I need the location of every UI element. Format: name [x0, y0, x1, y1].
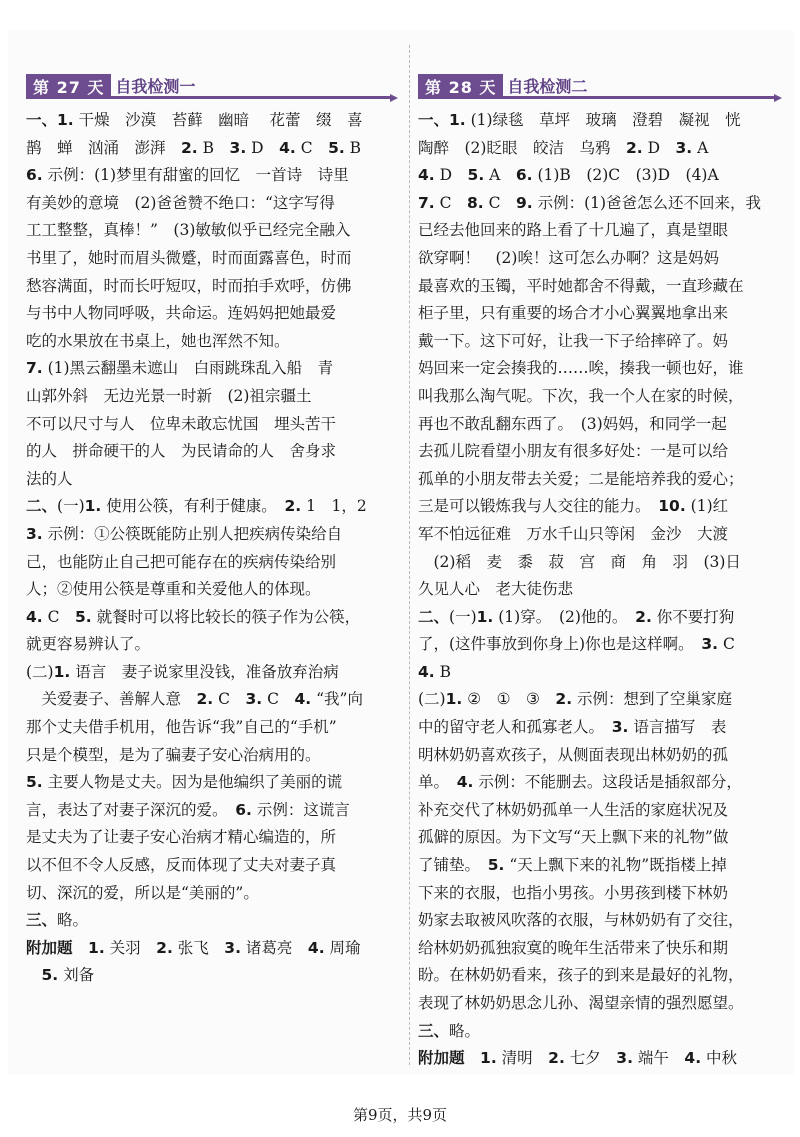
question-number: 5. — [41, 966, 59, 985]
answer-line — [418, 273, 778, 301]
answer-text: C — [262, 690, 295, 709]
question-number: 3. — [701, 635, 719, 654]
answer-text: 法的人 — [26, 469, 73, 488]
page-footer: 第9页，共9页 — [352, 1106, 448, 1124]
question-number: 5. — [74, 607, 92, 626]
answer-text: 切、深沉的爱，所以是“美丽的”。 — [26, 883, 259, 902]
answer-text: 言，表达了对妻子深沉的爱。 — [26, 800, 236, 819]
answer-line — [26, 824, 394, 852]
answer-text: 张飞 — [172, 938, 225, 957]
answer-text: (二) — [418, 690, 446, 709]
day-28-badge: 第 28 天 — [418, 74, 503, 99]
answer-line — [418, 383, 778, 411]
day-28-header — [418, 74, 778, 99]
answer-line — [418, 769, 778, 797]
answer-text: 不可以尺寸与人 位卑未敢忘忧国 埋头苦干 — [26, 414, 337, 433]
answer-line — [418, 328, 778, 356]
answer-line — [26, 383, 394, 411]
answer-text: 与书中人物同呼吸，共命运。连妈妈把她最爱 — [26, 304, 337, 323]
answer-line — [418, 935, 778, 963]
question-number: 3. — [224, 938, 241, 957]
question-number: 3. — [245, 690, 263, 709]
answer-text: 再也不敢乱翻东西了。 (3)妈妈，和同学一起 — [418, 414, 727, 433]
answer-text: 有美妙的意境 (2)爸爸赞不绝口：“这字写得 — [26, 193, 335, 212]
answer-text: 柜子里，只有重要的场合才小心翼翼地拿出来 — [418, 304, 729, 323]
answer-line — [26, 493, 394, 521]
answer-text: 略。 — [449, 1021, 481, 1040]
answer-line — [418, 521, 778, 549]
question-number: 一、1. — [418, 111, 466, 129]
answer-text: 端午 — [632, 1049, 685, 1068]
answer-text: “我”向 — [311, 690, 363, 709]
question-number: 4. — [279, 138, 296, 157]
question-number: 2. — [196, 690, 214, 709]
question-number: 7. — [26, 359, 43, 378]
answer-text: B — [197, 138, 230, 157]
answer-line — [26, 190, 394, 218]
answer-line — [418, 217, 778, 245]
answer-text: 略。 — [57, 911, 89, 930]
answer-text: C — [434, 193, 467, 212]
answer-text: 是丈夫为了让妻子安心治病才精心编造的，所 — [26, 828, 337, 847]
day-27-column — [26, 74, 394, 990]
question-number: 1. — [53, 662, 71, 681]
answer-line — [418, 907, 778, 935]
answer-line — [26, 769, 394, 797]
question-number: 2. — [548, 1049, 565, 1068]
answer-text: 工工整整，真棒！” (3)敏敏似乎已经完全融入 — [26, 221, 351, 240]
answer-text: 陶醉 (2)眨眼 皎洁 乌鸦 — [418, 138, 626, 157]
answer-text: 妈回来一定会揍我的……唉，揍我一顿也好，谁 — [418, 359, 744, 378]
question-number: 1. — [88, 938, 105, 957]
answer-text: 中秋 — [701, 1049, 738, 1068]
answer-text: (一) — [57, 497, 85, 516]
answer-line — [418, 852, 778, 880]
answer-text: 戴一下。这下可好，让我一下子给摔碎了。妈 — [418, 331, 729, 350]
answer-text: 了，(这件事放到你身上)你也是这样啊。 — [418, 635, 702, 654]
question-number: 一、1. — [26, 111, 74, 129]
question-number: 2. — [555, 690, 573, 709]
answer-text: 单。 — [418, 773, 457, 792]
answer-line — [418, 107, 778, 135]
question-number: 2. — [625, 138, 643, 157]
answer-text: (1)红 — [685, 497, 729, 516]
answer-text: (一) — [449, 607, 477, 626]
question-number: 1. — [445, 690, 463, 709]
question-number: 4. — [294, 690, 312, 709]
answer-text: 孤单的小朋友带去关爱；二是能培养我的爱心； — [418, 469, 744, 488]
answer-text: 就更容易辨认了。 — [26, 635, 151, 654]
answer-text: (1)穿。 (2)他的。 — [493, 607, 636, 626]
answer-line — [26, 521, 394, 549]
question-number: 8. — [466, 193, 484, 212]
answer-text: (1)黑云翻墨未遮山 白雨跳珠乱入船 青 — [42, 359, 334, 378]
answer-line — [418, 300, 778, 328]
question-number: 3. — [675, 138, 693, 157]
answer-line — [26, 162, 394, 190]
answer-text: 愁容满面，时而长吁短叹，时而拍手欢呼，仿佛 — [26, 276, 352, 295]
question-number: 3. — [616, 1049, 633, 1068]
answer-line — [418, 714, 778, 742]
question-number: 6. — [515, 166, 533, 185]
question-number: 5. — [487, 856, 505, 875]
answer-text: 示例：不能删去。这段话是插叙部分， — [473, 773, 742, 792]
answer-text: 你不要打狗 — [651, 607, 735, 626]
answer-line — [418, 549, 778, 577]
answer-line — [418, 742, 778, 770]
answer-text: (二) — [26, 662, 54, 681]
question-number: 二、 — [26, 497, 58, 516]
question-number: 4. — [418, 662, 435, 681]
answer-text: 军不怕远征难 万水千山只等闲 金沙 大渡 — [418, 524, 729, 543]
question-number: 9. — [515, 193, 533, 212]
answer-text: C — [213, 690, 246, 709]
answer-line — [26, 631, 394, 659]
answer-line — [418, 604, 778, 632]
answer-text: 只是个模型，是为了骗妻子安心治病用的。 — [26, 745, 321, 764]
question-number: 10. — [658, 497, 686, 516]
answer-text: 奶家去取被风吹落的衣服，与林奶奶有了交往， — [418, 911, 744, 930]
answer-text: 示例：这谎言 — [251, 800, 350, 819]
answer-line — [418, 1018, 778, 1046]
answer-text — [26, 966, 42, 984]
answer-line — [418, 411, 778, 439]
answer-line — [26, 328, 394, 356]
answer-line — [26, 300, 394, 328]
column-divider — [409, 45, 410, 1065]
answer-line — [26, 742, 394, 770]
answer-text: “天上飘下来的礼物”既指楼上掉 — [504, 856, 727, 875]
answer-line — [418, 190, 778, 218]
question-number: 二、 — [418, 607, 450, 626]
answer-text: 书里了，她时而眉头微蹙，时而面露喜色，时而 — [26, 248, 352, 267]
answer-text: 干燥 沙漠 苔藓 幽暗 花蕾 缀 喜 — [73, 111, 363, 129]
question-number: 4. — [684, 1049, 702, 1068]
answer-text: 补充交代了林奶奶孤单一人生活的家庭状况及 — [418, 800, 729, 819]
answer-text: D — [434, 166, 468, 185]
answer-line — [26, 935, 394, 963]
question-number: 3. — [229, 138, 247, 157]
day-27-answers — [26, 107, 394, 990]
answer-line — [26, 714, 394, 742]
answer-line — [26, 107, 394, 135]
answer-text: 了铺垫。 — [418, 856, 488, 875]
question-number: 1. — [476, 607, 494, 626]
answer-text: 山郭外斜 无边光景一时新 (2)祖宗疆土 — [26, 386, 312, 405]
answer-text: 关羽 — [104, 938, 157, 957]
answer-line — [418, 135, 778, 163]
answer-text: 诸葛亮 — [240, 938, 308, 957]
answer-line — [26, 466, 394, 494]
question-number: 附加题 — [418, 1049, 465, 1068]
answer-line — [418, 1045, 778, 1073]
answer-line — [26, 659, 394, 687]
answer-line — [26, 273, 394, 301]
answer-line — [26, 962, 394, 990]
answer-line — [26, 686, 394, 714]
answer-line — [418, 493, 778, 521]
question-number: 7. — [418, 193, 435, 212]
answer-text: 语言描写 表 — [628, 718, 727, 737]
question-number: 附加题 — [26, 938, 73, 957]
question-number: 2. — [284, 497, 302, 516]
answer-text — [73, 939, 89, 957]
answer-text: A — [484, 166, 516, 185]
answer-line — [418, 880, 778, 908]
day-28-column — [418, 74, 778, 1073]
answer-text: 的人 拼命硬干的人 为民请命的人 舍身求 — [26, 442, 337, 461]
answer-line — [418, 824, 778, 852]
answer-text: 叫我那么淘气呢。下次，我一个人在家的时候， — [418, 386, 744, 405]
question-number: 6. — [235, 800, 252, 819]
answer-text: 示例：想到了空巢家庭 — [572, 690, 733, 709]
answer-text: C — [483, 193, 516, 212]
answer-text: 吃的水果放在书桌上，她也浑然不知。 — [26, 331, 290, 350]
answer-text: 明林奶奶喜欢孩子，从侧面表现出林奶奶的孤 — [418, 745, 729, 764]
answer-line — [26, 355, 394, 383]
answer-text: 1 1，2 — [301, 497, 367, 516]
answer-text: A — [692, 138, 709, 157]
question-number: 2. — [635, 607, 652, 626]
answer-text: 刘备 — [58, 966, 95, 985]
question-number: 三、 — [418, 1021, 450, 1040]
answer-text: 己，也能防止自己把可能存在的疾病传染给别 — [26, 552, 337, 571]
question-number: 6. — [26, 166, 43, 185]
answer-text: 就餐时可以将比较长的筷子作为公筷， — [91, 607, 361, 626]
answer-line — [26, 907, 394, 935]
answer-text: ② ① ③ — [462, 690, 556, 709]
answer-text: B — [434, 662, 452, 681]
question-number: 1. — [84, 497, 102, 516]
question-number: 4. — [456, 773, 474, 792]
answer-text: C — [42, 607, 75, 626]
answer-text: 示例：(1)梦里有甜蜜的回忆 一首诗 诗里 — [42, 166, 349, 185]
question-number: 3. — [26, 524, 43, 543]
answer-text: C — [718, 635, 735, 654]
answer-text: 七夕 — [564, 1049, 617, 1068]
question-number: 5. — [328, 138, 345, 157]
answer-line — [418, 962, 778, 990]
answer-line — [26, 797, 394, 825]
answer-line — [26, 852, 394, 880]
answer-line — [418, 797, 778, 825]
day-28-title: 自我检测二 — [503, 74, 778, 99]
question-number: 三、 — [26, 911, 58, 930]
answer-line — [26, 604, 394, 632]
question-number: 2. — [181, 138, 198, 157]
question-number: 2. — [156, 938, 173, 957]
answer-line — [418, 686, 778, 714]
answer-text: 最喜欢的玉镯，平时她都舍不得戴，一直珍藏在 — [418, 276, 744, 295]
answer-text: 关爱妻子、善解人意 — [26, 690, 197, 709]
answer-text: C — [295, 138, 329, 157]
answer-text: (1)绿毯 草坪 玻璃 澄碧 凝视 恍 — [465, 111, 741, 129]
answer-line — [26, 880, 394, 908]
day-28-answers — [418, 107, 778, 1073]
answer-text: 盼。在林奶奶看来，孩子的到来是最好的礼物， — [418, 966, 744, 985]
day-27-badge: 第 27 天 — [26, 74, 111, 99]
answer-text: 那个丈夫借手机用，他告诉“我”自己的“手机” — [26, 718, 337, 737]
question-number: 5. — [26, 773, 43, 792]
answer-line — [418, 466, 778, 494]
question-number: 5. — [467, 166, 485, 185]
question-number: 4. — [418, 166, 435, 185]
question-number: 1. — [480, 1049, 497, 1068]
answer-line — [418, 576, 778, 604]
answer-line — [418, 162, 778, 190]
answer-line — [418, 631, 778, 659]
answer-line — [26, 549, 394, 577]
answer-text: 鹊 蝉 汹涌 澎湃 — [26, 138, 182, 157]
answer-text: D — [642, 138, 676, 157]
answer-line — [26, 135, 394, 163]
answer-text: (2)稻 麦 黍 菽 宫 商 角 羽 (3)日 — [418, 552, 741, 571]
answer-text: 久见人心 老大徒伤悲 — [418, 580, 574, 599]
answer-line — [26, 217, 394, 245]
answer-text: 三是可以锻炼我与人交往的能力。 — [418, 497, 659, 516]
answer-line — [418, 990, 778, 1018]
answer-line — [26, 245, 394, 273]
day-27-title: 自我检测一 — [111, 74, 394, 99]
question-number: 4. — [26, 607, 43, 626]
answer-text: 下来的衣服，也指小男孩。小男孩到楼下林奶 — [418, 883, 729, 902]
question-number: 3. — [611, 718, 629, 737]
answer-line — [418, 438, 778, 466]
question-number: 4. — [307, 938, 325, 957]
answer-text: D — [246, 138, 280, 157]
day-27-header — [26, 74, 394, 99]
answer-line — [26, 576, 394, 604]
answer-text: 孤僻的原因。为下文写“天上飘下来的礼物”做 — [418, 828, 729, 847]
answer-text: 周瑜 — [324, 938, 361, 957]
answer-text: 人；②使用公筷是尊重和关爱他人的体现。 — [26, 580, 321, 599]
answer-text: (1)B (2)C (3)D (4)A — [532, 166, 719, 185]
answer-text: 欲穿啊！ (2)唉！这可怎么办啊？这是妈妈 — [418, 248, 719, 267]
answer-text: 清明 — [496, 1049, 549, 1068]
answer-text: 已经去他回来的路上看了十几遍了，真是望眼 — [418, 221, 729, 240]
answer-text: 以不但不令人反感，反而体现了丈夫对妻子真 — [26, 856, 337, 875]
answer-text: 主要人物是丈夫。因为是他编织了美丽的谎 — [42, 773, 343, 792]
answer-text: 语言 妻子说家里没钱，准备放弃治病 — [70, 662, 339, 681]
answer-line — [418, 355, 778, 383]
answer-text: 去孤儿院看望小朋友有很多好处：一是可以给 — [418, 442, 729, 461]
answer-line — [418, 245, 778, 273]
answer-text: 表现了林奶奶思念儿孙、渴望亲情的强烈愿望。 — [418, 994, 744, 1012]
answer-text: B — [344, 138, 362, 157]
answer-text: 示例：(1)爸爸怎么还不回来，我 — [532, 193, 762, 212]
answer-line — [26, 438, 394, 466]
answer-line — [26, 411, 394, 439]
answer-text: 中的留守老人和孤寡老人。 — [418, 718, 612, 737]
answer-text — [465, 1049, 481, 1067]
answer-line — [418, 659, 778, 687]
answer-text: 使用公筷，有利于健康。 — [101, 497, 285, 516]
answer-text: 给林奶奶孤独寂寞的晚年生活带来了快乐和期 — [418, 938, 729, 957]
answer-text: 示例：①公筷既能防止别人把疾病传染给自 — [42, 524, 343, 543]
